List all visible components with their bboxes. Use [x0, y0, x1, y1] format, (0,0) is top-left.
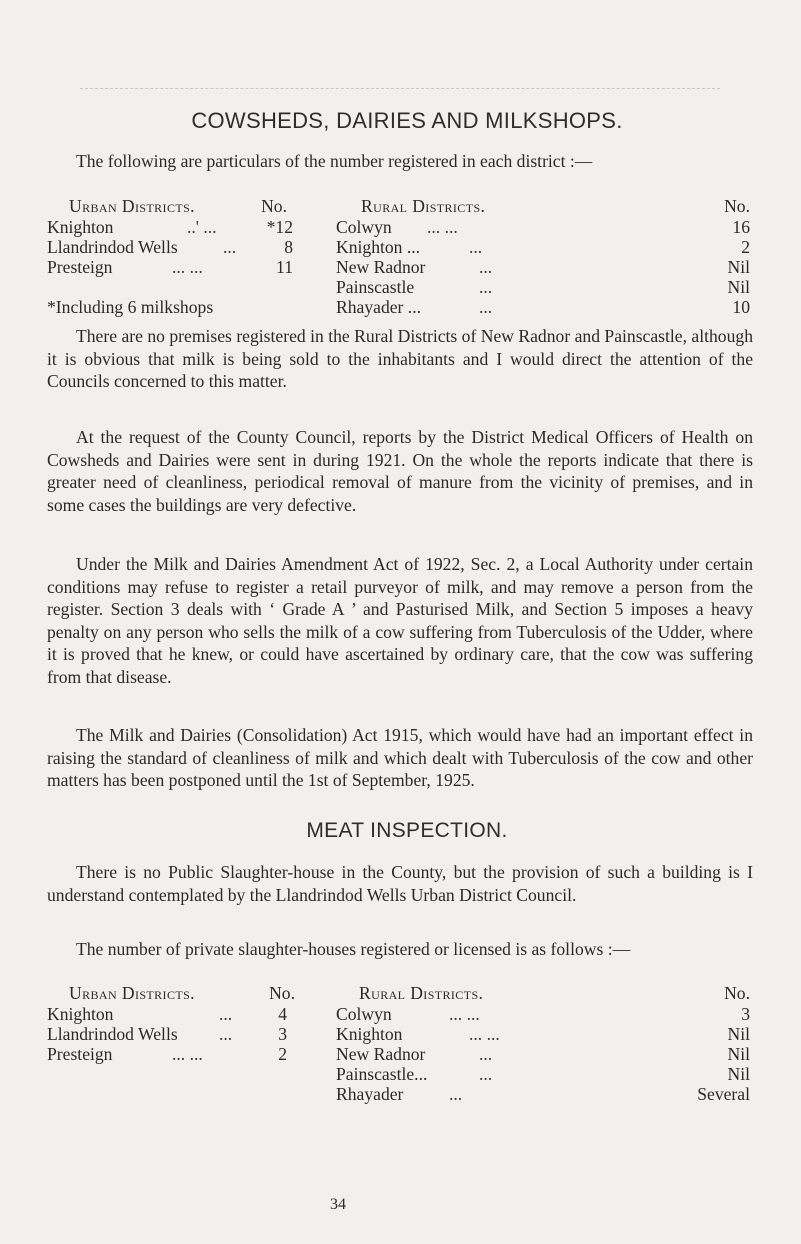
leader-dots: ... ...	[469, 1024, 500, 1044]
urban-district-name: Knighton	[47, 1004, 114, 1024]
rural-district-name: Knighton ...	[336, 237, 421, 257]
table-row	[47, 1024, 767, 1044]
leader-dots: ...	[219, 1004, 233, 1024]
leader-dots: ...	[479, 257, 493, 277]
leader-dots: ..' ...	[187, 217, 217, 237]
page-top-rule	[80, 88, 720, 89]
leader-dots: ...	[479, 1044, 493, 1064]
urban-district-count: 4	[278, 1004, 287, 1024]
leader-dots: ... ...	[172, 1044, 203, 1064]
section-title-cowsheds: COWSHEDS, DAIRIES AND MILKSHOPS.	[191, 108, 623, 133]
urban-district-count: 3	[278, 1024, 287, 1044]
table-row	[47, 1044, 767, 1064]
slaughter-houses-table	[47, 983, 767, 1104]
leader-dots: ...	[479, 297, 493, 317]
table-footnote: *Including 6 milkshops	[47, 297, 214, 317]
urban-district-name: Presteign	[47, 1044, 113, 1064]
urban-district-name: Llandrindod Wells	[47, 237, 178, 257]
rural-district-name: New Radnor	[336, 1044, 426, 1064]
table-row	[47, 277, 767, 297]
rural-district-count: 2	[741, 237, 750, 257]
table-row	[47, 237, 767, 257]
rural-district-count: 3	[741, 1004, 750, 1024]
urban-district-name: Llandrindod Wells	[47, 1024, 178, 1044]
registered-premises-table	[47, 196, 767, 317]
leader-dots: ... ...	[172, 257, 203, 277]
leader-dots: ...	[223, 237, 237, 257]
rural-no-header: No.	[724, 196, 750, 216]
leader-dots: ...	[449, 1084, 463, 1104]
page-number: 34	[330, 1196, 346, 1213]
rural-district-name: Colwyn	[336, 217, 392, 237]
paragraph-amendment-act: Under the Milk and Dairies Amendment Act of 1922, Sec. 2, a Local Authority under certain conditions may refuse to register a retail purveyor of milk, and may remove a person from the register. Section 3 deals with ‘ Grade A ’ and Pasturised Milk, and Section 5 imposes a heavy penalty on any person who sells the milk of a cow suffering from Tuberculosis of the Udder, where it is proved that he knew, or could have ascertained by ordinary care, that the cow was suffering from that disease.	[47, 554, 753, 687]
leader-dots: ... ...	[427, 217, 458, 237]
rural-district-name: New Radnor	[336, 257, 426, 277]
rural-district-name: Knighton	[336, 1024, 403, 1044]
leader-dots: ...	[469, 237, 483, 257]
urban-district-name: Knighton	[47, 217, 114, 237]
rural-district-count: Several	[697, 1084, 750, 1104]
leader-dots: ...	[479, 277, 493, 297]
rural-no-header: No.	[724, 983, 750, 1003]
urban-district-count: 11	[276, 257, 293, 277]
rural-districts-header: Rural Districts.	[359, 983, 484, 1003]
rural-district-name: Rhayader	[336, 1084, 404, 1104]
intro-paragraph: The following are particulars of the number registered in each district :—	[76, 151, 593, 171]
rural-district-count: Nil	[727, 1024, 750, 1044]
table-row	[47, 297, 767, 317]
table-row	[47, 257, 767, 277]
table-row	[47, 1064, 767, 1084]
rural-districts-header: Rural Districts.	[361, 196, 486, 216]
rural-district-count: Nil	[727, 277, 750, 297]
urban-no-header: No.	[261, 196, 287, 216]
urban-districts-header: Urban Districts.	[69, 983, 195, 1003]
leader-dots: ...	[219, 1024, 233, 1044]
table-header-row	[47, 196, 767, 217]
rural-district-count: Nil	[727, 257, 750, 277]
section-title-meat-inspection: MEAT INSPECTION.	[306, 819, 508, 842]
paragraph-reports: At the request of the County Council, reports by the District Medical Officers of Health on Cowsheds and Dairies were sent in during 1921. On the whole the reports indicate that there is greater need of cleanliness, periodical removal of manure from the vicinity of premises, and in some cases the buildings are very defective.	[47, 427, 753, 515]
urban-district-name: Presteign	[47, 257, 113, 277]
paragraph-private-slaughter: The number of private slaughter-houses registered or licensed is as follows :—	[76, 939, 631, 959]
rural-district-name: Colwyn	[336, 1004, 392, 1024]
paragraph-slaughter-house: There is no Public Slaughter-house in the County, but the provision of such a building is I understand contemplated by the Llandrindod Wells Urban District Council.	[47, 862, 753, 905]
urban-districts-header: Urban Districts.	[69, 196, 195, 216]
rural-district-count: 10	[732, 297, 750, 317]
table-row	[47, 217, 767, 237]
urban-no-header: No.	[269, 983, 295, 1003]
paragraph-unregistered: There are no premises registered in the Rural Districts of New Radnor and Painscastle, although it is obvious that milk is being sold to the inhabitants and I would direct the attention of the Councils concerned to this matter.	[47, 326, 753, 392]
urban-district-count: *12	[266, 217, 293, 237]
leader-dots: ... ...	[449, 1004, 480, 1024]
rural-district-count: Nil	[727, 1064, 750, 1084]
table-header-row	[47, 983, 767, 1004]
table-row	[47, 1004, 767, 1024]
paragraph-consolidation-act: The Milk and Dairies (Consolidation) Act 1915, which would have had an important effect in raising the standard of cleanliness of milk and which dealt with Tuberculosis of the cow and other matters has been postponed until the 1st of September, 1925.	[47, 725, 753, 791]
rural-district-name: Painscastle...	[336, 1064, 428, 1084]
leader-dots: ...	[479, 1064, 493, 1084]
urban-district-count: 2	[278, 1044, 287, 1064]
rural-district-name: Painscastle	[336, 277, 415, 297]
rural-district-count: Nil	[727, 1044, 750, 1064]
urban-district-count: 8	[284, 237, 293, 257]
rural-district-count: 16	[732, 217, 750, 237]
table-row	[47, 1084, 767, 1104]
rural-district-name: Rhayader ...	[336, 297, 422, 317]
